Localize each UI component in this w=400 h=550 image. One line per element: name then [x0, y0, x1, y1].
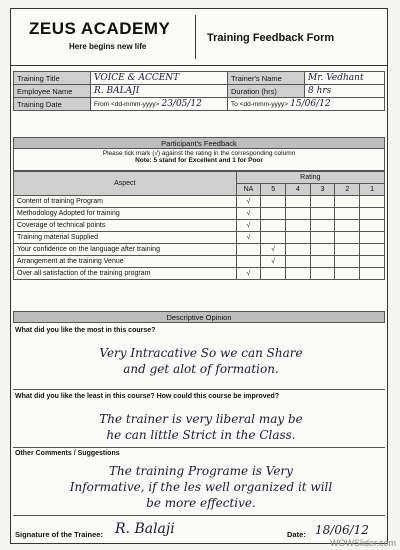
aspect-header: Aspect: [14, 172, 237, 196]
col-na: NA: [236, 184, 261, 196]
logo-tagline: Here begins new life: [69, 42, 147, 51]
form-header: [11, 9, 387, 66]
employee-name-label: Employee Name: [14, 85, 91, 98]
logo-text: ZEUS ACADEMY: [29, 19, 171, 38]
rating-table: [13, 171, 385, 280]
answer-line: Very Intracative So we can Share: [99, 346, 303, 360]
check-mark: √: [236, 196, 261, 208]
aspect-label: Content of training Program: [14, 196, 237, 208]
answer-least-liked: [31, 411, 371, 443]
answer-line: and get alot of formation.: [123, 362, 279, 376]
table-row: [14, 196, 385, 208]
answer-most-liked: [31, 345, 371, 377]
date-label: Date:: [287, 530, 306, 539]
check-mark: √: [261, 256, 286, 268]
table-row: [14, 232, 385, 244]
col-4: 4: [286, 184, 311, 196]
col-1: 1: [360, 184, 385, 196]
trainee-signature: R. Balaji: [115, 521, 175, 537]
answer-line: he can little Strict in the Class.: [106, 428, 296, 442]
divider: [13, 515, 385, 516]
date-value: 18/06/12: [315, 523, 369, 537]
table-row: [14, 256, 385, 268]
col-2: 2: [335, 184, 360, 196]
to-value: 15/06/12: [290, 99, 331, 109]
answer-line: Informative, if the les well organized it will: [69, 480, 333, 494]
aspect-label: Training material Supplied: [14, 232, 237, 244]
aspect-label: Over all satisfaction of the training program: [14, 268, 237, 280]
form-title: Training Feedback Form: [207, 32, 335, 44]
watermark: WOWSlider.com: [329, 538, 396, 548]
check-mark: √: [236, 268, 261, 280]
check-mark: √: [236, 220, 261, 232]
training-title-label: Training Title: [14, 72, 91, 85]
rating-header: Rating: [236, 172, 384, 184]
note-line-1: Please tick mark (√) against the rating in the corresponding column: [102, 150, 296, 157]
check-mark: √: [236, 208, 261, 220]
feedback-form: [10, 8, 388, 544]
aspect-label: Arrangement at the training Venue: [14, 256, 237, 268]
to-label: To <dd-mmm-yyyy>: [231, 101, 289, 108]
divider: [13, 389, 385, 390]
divider: [13, 447, 385, 448]
answer-line: The trainer is very liberal may be: [99, 412, 303, 426]
question-comments: Other Comments / Suggestions: [15, 450, 120, 457]
signature-label: Signature of the Trainee:: [15, 530, 103, 539]
to-date-cell: [228, 98, 385, 111]
trainer-name-label: Trainer's Name: [228, 72, 305, 85]
note-line-2: Note: 5 stand for Excellent and 1 for Poor: [135, 157, 263, 164]
descriptive-header: Descriptive Opinion: [13, 311, 385, 323]
feedback-header: Participant's Feedback: [13, 137, 385, 149]
from-date-cell: [91, 98, 228, 111]
trainer-name-value: Mr. Vedhant: [305, 72, 385, 85]
table-row: [14, 244, 385, 256]
duration-label: Duration (hrs): [228, 85, 305, 98]
training-date-label: Training Date: [14, 98, 91, 111]
employee-name-value: R. BALAJI: [91, 85, 228, 98]
training-title-value: VOICE & ACCENT: [91, 72, 228, 85]
table-row: [14, 268, 385, 280]
table-row: [14, 208, 385, 220]
col-5: 5: [261, 184, 286, 196]
answer-line: be more effective.: [146, 496, 256, 510]
academy-logo: [19, 15, 196, 59]
from-label: From <dd-mmm-yyyy>: [94, 101, 160, 108]
answer-comments: [31, 463, 371, 511]
question-least-liked: What did you like the least in this course? How could this course be improved?: [15, 393, 280, 400]
answer-line: The training Programe is Very: [109, 464, 293, 478]
aspect-label: Your confidence on the language after training: [14, 244, 237, 256]
check-mark: √: [261, 244, 286, 256]
duration-value: 8 hrs: [305, 85, 385, 98]
question-most-liked: What did you like the most in this course?: [15, 327, 156, 334]
from-value: 23/05/12: [161, 99, 202, 109]
col-3: 3: [310, 184, 335, 196]
training-info-table: [13, 71, 385, 111]
feedback-note: [13, 149, 385, 171]
check-mark: √: [236, 232, 261, 244]
aspect-label: Methodology Adopted for training: [14, 208, 237, 220]
aspect-label: Coverage of technical points: [14, 220, 237, 232]
table-row: [14, 220, 385, 232]
